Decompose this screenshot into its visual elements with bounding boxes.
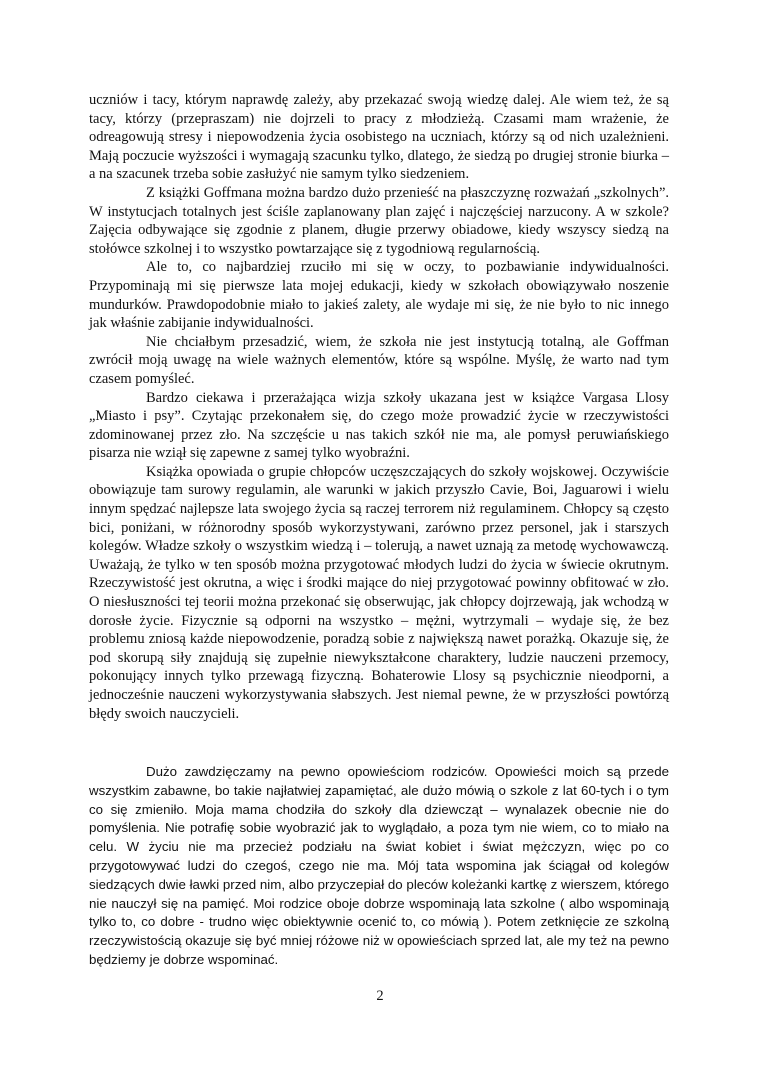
paragraph: uczniów i tacy, którym naprawdę zależy, aby przekazać swoją wiedzę dalej. Ale wiem też, że są tacy, którzy (przepraszam) nie dojrzeli to pracy z młodzieżą. Czasami mam wrażenie, że odreagowują stresy i niepowodzenia życia osobistego na uczniach, którzy są od nich uzależnieni. Mają poczucie wyższości i wymagają szacunku tylko, dlatego, że siedzą po drugiej stronie biurka – a na szacunek trzeba sobie zasłużyć nie samym tylko siedzeniem. [89,92,669,183]
paragraph: Z książki Goffmana można bardzo dużo przenieść na płaszczyznę rozważań „szkolnych”. W instytucjach totalnych jest ściśle zaplanowany plan zajęć i najczęściej narzucony. A w szkole? Zajęcia odbywające się zgodnie z planem, długie przerwy obiadowe, kiedy wszyscy siedzą na stołówce szkolnej i to wszystko powtarzające się z tygodniową regularnością. [89,184,669,257]
body-text-serif [89,91,669,723]
paragraph: Dużo zawdzięczamy na pewno opowieściom rodziców. Opowieści moich są przede wszystkim zabawne, bo takie najłatwiej zapamiętać, ale dużo mówią o szkole z lat 60-tych i o tym co się zmieniło. Moja mama chodziła do szkoły dla dziewcząt – wynalazek obecnie nie do pomyślenia. Nie potrafię sobie wyobrazić jak to wyglądało, a poza tym nie wiem, co to miało na celu. W życiu nie ma przecież podziału na świat kobiet i świat mężczyzn, więc po co przygotowywać ludzi do czegoś, czego nie ma. Mój tata wspomina jak ściągał od kolegów siedzących dwie ławki przed nim, albo przyczepiał do pleców koleżanki kartkę z wierszem, którego nie nauczył się na pamięć. Moi rodzice oboje dobrze wspominają lata szkolne ( albo wspominają tylko to, co dobre - trudno więc obiektywnie ocenić to, co mówią ). Potem zetknięcie ze szkolną rzeczywistością okazuje się być mniej różowe niż w opowieściach sprzed lat, ale my też na pewno będziemy je dobrze wspominać. [89,764,669,967]
paragraph: Książka opowiada o grupie chłopców uczęszczających do szkoły wojskowej. Oczywiście obowiązuje tam surowy regulamin, ale warunki w jakich przyszło Cavie, Boi, Jaguarowi i wielu innym spędzać najlepsze lata swojego życia są raczej terrorem niż regulaminem. Chłopcy są często bici, poniżani, w różnorodny sposób wykorzystywani, zarówno przez personel, jak i starszych kolegów. Władze szkoły o wszystkim wiedzą i – tolerują, a nawet uznają za metodę wychowawczą. Uważają, że tylko w ten sposób można przygotować młodych ludzi do życia w świecie okrutnym. Rzeczywistość jest okrutna, a więc i środki mające do niej przygotować powinny obfitować w zło. O niesłuszności tej teorii można przekonać się obserwując, jak chłopcy dojrzewają, jak wchodzą w dorosłe życie. Fizycznie są odporni na wszystko – mężni, wytrzymali – wydaje się, że bez problemu zniosą każde niepowodzenie, poradzą sobie z największą nawet porażką. Okazuje się, że pod skorupą siły znajdują się zupełnie niewykształcone charaktery, ludzie nauczeni przemocy, pokonujący innych tylko przewagą fizyczną. Bohaterowie Llosy są psychicznie nieodporni, a jednocześnie nauczeni wykorzystywania słabszych. Jest niemal pewne, że w przyszłości powtórzą błędy swoich nauczycieli. [89,463,669,722]
paragraph: Bardzo ciekawa i przerażająca wizja szkoły ukazana jest w książce Vargasa Llosy „Miasto i psy”. Czytając przekonałem się, do czego może prowadzić życie w rzeczywistości zdominowanej przez zło. Na szczęście u nas takich szkół nie ma, ale pomysł peruwiańskiego pisarza nie wziął się zapewne z samej tylko wyobraźni. [89,389,669,462]
body-text-sans [89,763,669,970]
paragraph: Ale to, co najbardziej rzuciło mi się w oczy, to pozbawianie indywidualności. Przypominają mi się pierwsze lata mojej edukacji, kiedy w szkołach obowiązywało noszenie mundurków. Prawdopodobnie miało to jakieś zalety, ale wydaje mi się, że nie było to nic innego jak właśnie zabijanie indywidualności. [89,259,669,332]
paragraph: Nie chciałbym przesadzić, wiem, że szkoła nie jest instytucją totalną, ale Goffman zwrócił moją uwagę na wiele ważnych elementów, które są wspólne. Myślę, że warto nad tym czasem pomyśleć. [89,333,669,387]
page-number: 2 [376,988,384,1004]
